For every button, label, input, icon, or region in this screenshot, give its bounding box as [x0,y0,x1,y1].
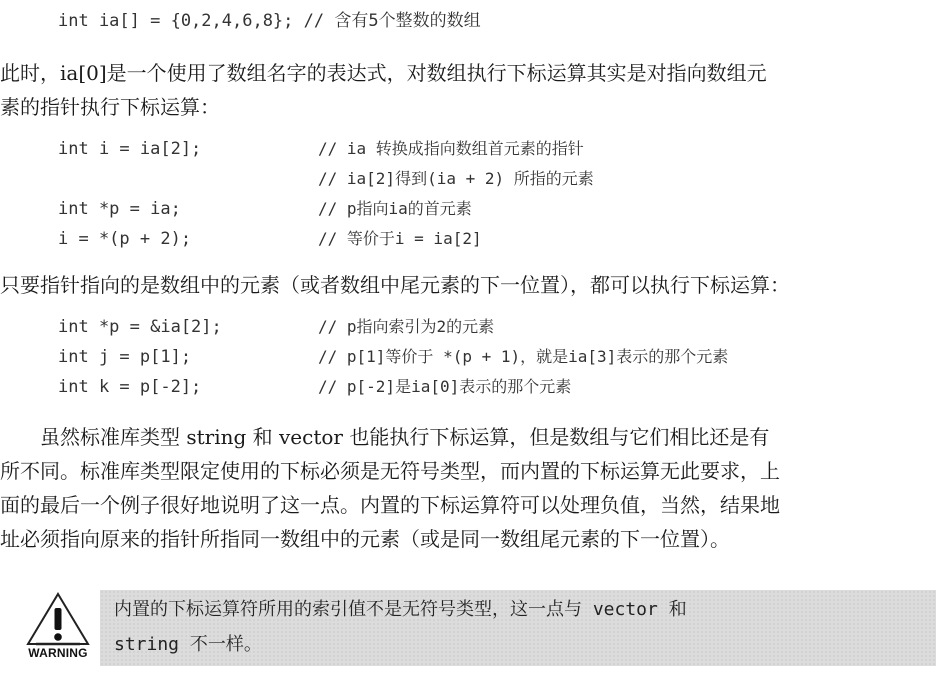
paragraph-line: 虽然标准库类型 string 和 vector 也能执行下标运算，但是数组与它们相比还是有 [40,425,770,449]
code-statement: int i = ia[2]; [58,139,202,159]
warning-callout-icon [22,590,94,670]
paragraph-subscript-rule [0,268,930,302]
warning-triangle-icon [22,590,94,650]
paragraph-subscript-intro [0,56,930,124]
paragraph-line: 所不同。标准库类型限定使用的下标必须是无符号类型，而内置的下标运算无此要求，上 [0,459,780,483]
code-comment: // 等价于i = ia[2] [318,229,482,248]
code-comment: // p指向ia的首元素 [318,199,472,218]
code-comment: // ia[2]得到(ia + 2) 所指的元素 [318,169,594,188]
warning-text [114,592,924,662]
code-line-array-decl: int ia[] = {0,2,4,6,8}; // 含有5个整数的数组 [58,11,481,31]
warning-callout [100,590,936,666]
paragraph-line: 只要指针指向的是数组中的元素（或者数组中尾元素的下一位置），都可以执行下标运算： [0,273,790,297]
code-comment: // ia 转换成指向数组首元素的指针 [318,139,584,158]
warning-label: WARNING [28,646,88,660]
paragraph-line: 面的最后一个例子很好地说明了这一点。内置的下标运算符可以处理负值，当然，结果地 [0,493,780,517]
code-comment: // p指向索引为2的元素 [318,317,495,336]
code-statement: i = *(p + 2); [58,229,192,249]
code-statement: int j = p[1]; [58,347,192,367]
code-statement: int k = p[-2]; [58,377,202,397]
paragraph-line: 素的指针执行下标运算： [0,95,220,119]
code-statement: int *p = &ia[2]; [58,317,222,337]
paragraph-line: 此时，ia[0]是一个使用了数组名字的表达式，对数组执行下标运算其实是对指向数组元 [0,61,767,85]
paragraph-library-vs-builtin [0,420,930,556]
code-comment: // p[1]等价于 *(p + 1)，就是ia[3]表示的那个元素 [318,347,729,366]
warning-line: string 不一样。 [114,634,262,655]
warning-line: 内置的下标运算符所用的索引值不是无符号类型，这一点与 vector 和 [114,599,687,620]
paragraph-line: 址必须指向原来的指针所指同一数组中的元素（或是同一数组尾元素的下一位置）。 [0,527,730,551]
code-comment: // p[-2]是ia[0]表示的那个元素 [318,377,572,396]
code-statement: int *p = ia; [58,199,181,219]
